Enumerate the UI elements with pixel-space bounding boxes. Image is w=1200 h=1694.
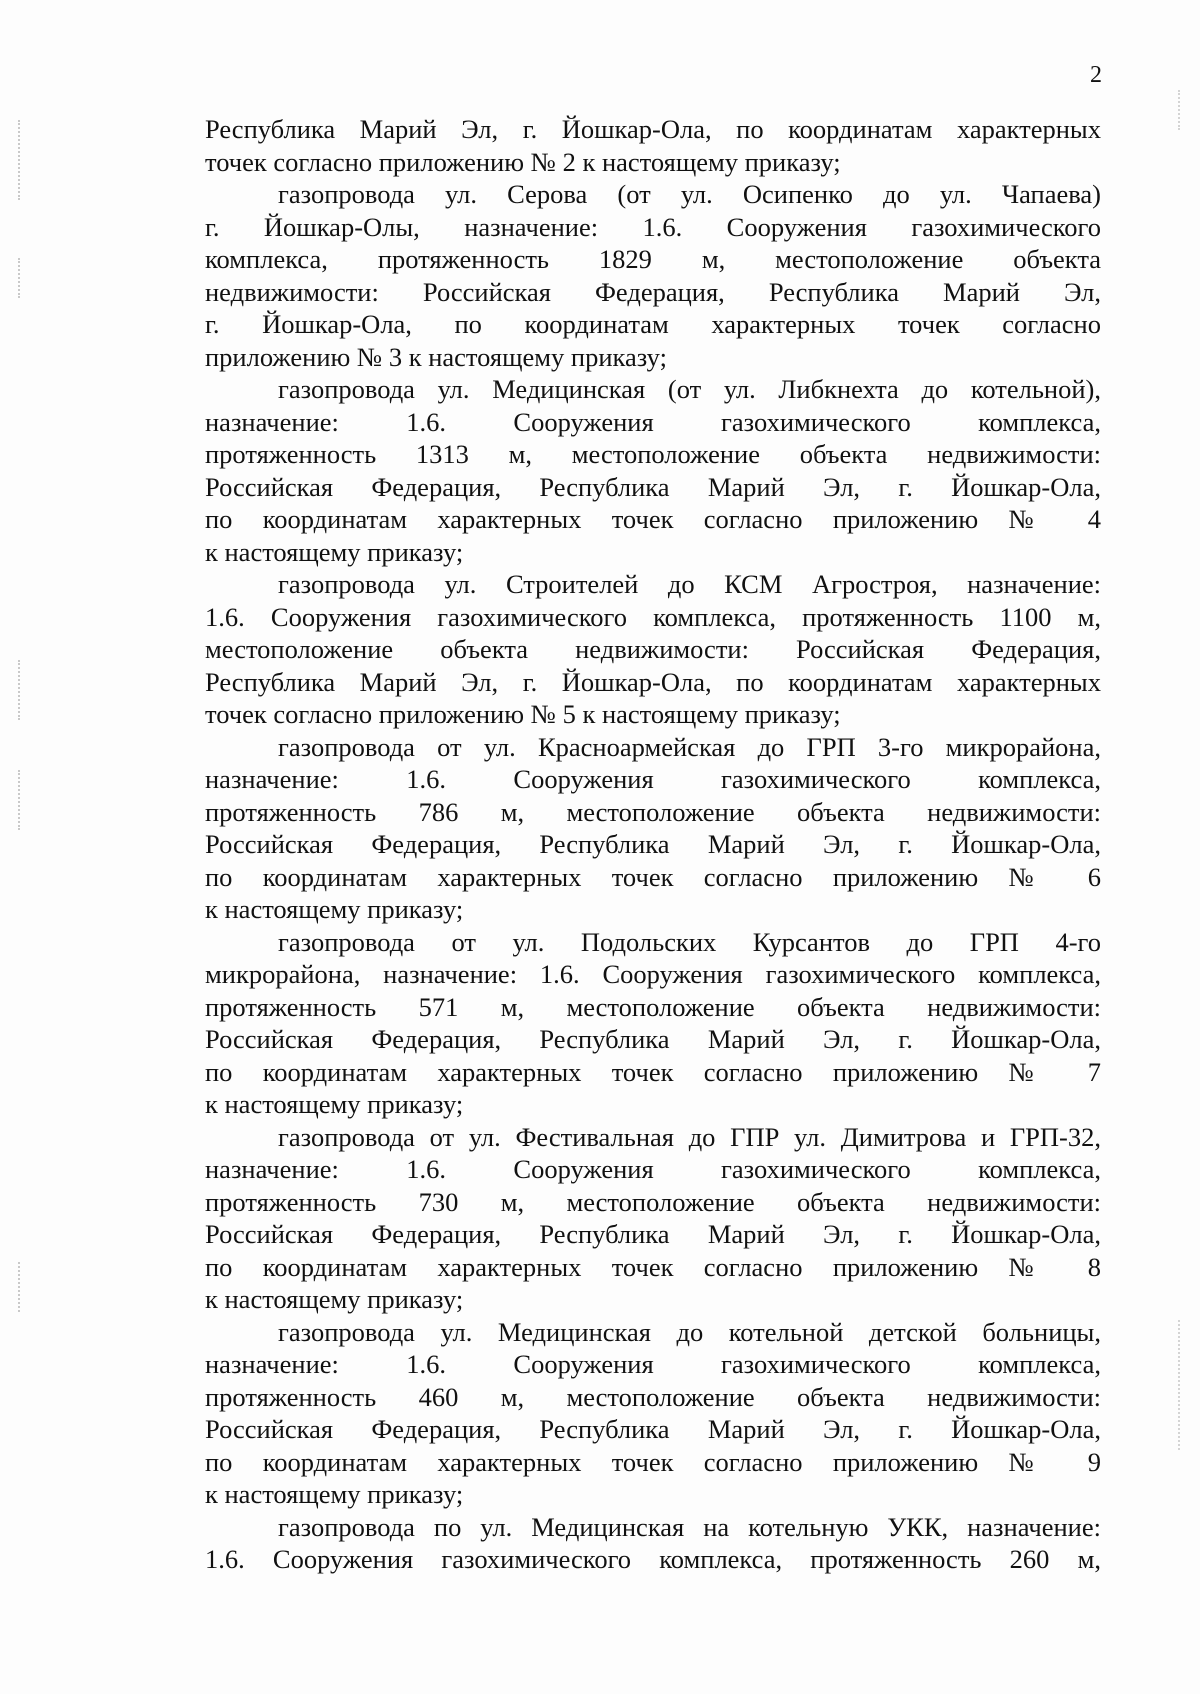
text-line: к настоящему приказу; bbox=[205, 536, 464, 567]
text-line: назначение: 1.6. Сооружения газохимического комплекса, bbox=[205, 1349, 1101, 1379]
edge-scan-marks bbox=[1178, 90, 1182, 130]
text-line: протяженность 571 м, местоположение объекта недвижимости: bbox=[205, 991, 1101, 1022]
text-line: местоположение объекта недвижимости: Российская Федерация, bbox=[205, 634, 1101, 664]
text-line: недвижимости: Российская Федерация, Республика Марий Эл, bbox=[205, 276, 1101, 307]
text-line: Российская Федерация, Республика Марий Эл, г. Йошкар-Ола, bbox=[205, 1024, 1101, 1054]
text-line: г. Йошкар-Олы, назначение: 1.6. Сооружения газохимического bbox=[205, 211, 1101, 242]
text-line: к настоящему приказу; bbox=[205, 1479, 464, 1509]
text-line: по координатам характерных точек согласно приложению № 9 bbox=[205, 1446, 1101, 1477]
text-line: Российская Федерация, Республика Марий Эл, г. Йошкар-Ола, bbox=[205, 1414, 1101, 1444]
text-line: газопровода ул. Строителей до КСМ Агростроя, назначение: bbox=[278, 569, 1101, 599]
text-line: назначение: 1.6. Сооружения газохимического комплекса, bbox=[205, 764, 1101, 794]
text-line: Российская Федерация, Республика Марий Эл, г. Йошкар-Ола, bbox=[205, 829, 1101, 859]
text-line: Российская Федерация, Республика Марий Эл, г. Йошкар-Ола, bbox=[205, 471, 1101, 502]
text-line: протяженность 460 м, местоположение объекта недвижимости: bbox=[205, 1381, 1101, 1412]
text-line: по координатам характерных точек согласно приложению № 8 bbox=[205, 1251, 1101, 1282]
text-line: назначение: 1.6. Сооружения газохимического комплекса, bbox=[205, 406, 1101, 437]
text-line: Республика Марий Эл, г. Йошкар-Ола, по координатам характерных bbox=[205, 666, 1101, 697]
text-line: микрорайона, назначение: 1.6. Сооружения газохимического комплекса, bbox=[205, 959, 1101, 989]
text-line: по координатам характерных точек согласно приложению № 7 bbox=[205, 1056, 1101, 1087]
text-line: точек согласно приложению № 2 к настоящему приказу; bbox=[205, 146, 841, 177]
text-line: к настоящему приказу; bbox=[205, 1089, 464, 1119]
edge-scan-marks bbox=[1178, 1320, 1182, 1450]
binding-margin-marks bbox=[18, 120, 22, 200]
text-line: 1.6. Сооружения газохимического комплекса, протяженность 1100 м, bbox=[205, 601, 1101, 632]
text-line: газопровода ул. Медицинская (от ул. Либкнехта до котельной), bbox=[278, 374, 1101, 404]
binding-margin-marks bbox=[18, 258, 22, 298]
page-number: 2 bbox=[1090, 62, 1102, 88]
text-line: газопровода от ул. Фестивальная до ГПР ул. Димитрова и ГРП-32, bbox=[278, 1121, 1101, 1152]
text-line: газопровода от ул. Подольских Курсантов до ГРП 4-го bbox=[278, 926, 1101, 957]
text-line: 1.6. Сооружения газохимического комплекса, протяженность 260 м, bbox=[205, 1544, 1101, 1574]
text-line: газопровода от ул. Красноармейская до ГРП 3-го микрорайона, bbox=[278, 731, 1101, 762]
document-body bbox=[205, 113, 1101, 1576]
text-line: к настоящему приказу; bbox=[205, 894, 464, 924]
text-line: приложению № 3 к настоящему приказу; bbox=[205, 341, 667, 372]
text-line: к настоящему приказу; bbox=[205, 1284, 464, 1314]
binding-margin-marks bbox=[18, 770, 22, 830]
text-line: газопровода ул. Медицинская до котельной детской больницы, bbox=[278, 1316, 1101, 1347]
text-line: назначение: 1.6. Сооружения газохимического комплекса, bbox=[205, 1154, 1101, 1184]
text-line: г. Йошкар-Ола, по координатам характерных точек согласно bbox=[205, 309, 1101, 339]
text-line: по координатам характерных точек согласно приложению № 6 bbox=[205, 861, 1101, 892]
text-line: по координатам характерных точек согласно приложению № 4 bbox=[205, 504, 1101, 534]
text-line: протяженность 730 м, местоположение объекта недвижимости: bbox=[205, 1186, 1101, 1217]
text-line: точек согласно приложению № 5 к настоящему приказу; bbox=[205, 699, 841, 729]
text-line: газопровода по ул. Медицинская на котельную УКК, назначение: bbox=[278, 1511, 1101, 1542]
text-line: протяженность 786 м, местоположение объекта недвижимости: bbox=[205, 796, 1101, 827]
binding-margin-marks bbox=[18, 1262, 22, 1312]
text-line: комплекса, протяженность 1829 м, местоположение объекта bbox=[205, 244, 1101, 274]
text-line: газопровода ул. Серова (от ул. Осипенко до ул. Чапаева) bbox=[278, 179, 1101, 209]
text-line: Республика Марий Эл, г. Йошкар-Ола, по координатам характерных bbox=[205, 114, 1101, 144]
text-line: Российская Федерация, Республика Марий Эл, г. Йошкар-Ола, bbox=[205, 1219, 1101, 1249]
binding-margin-marks bbox=[18, 660, 22, 720]
text-line: протяженность 1313 м, местоположение объекта недвижимости: bbox=[205, 439, 1101, 469]
